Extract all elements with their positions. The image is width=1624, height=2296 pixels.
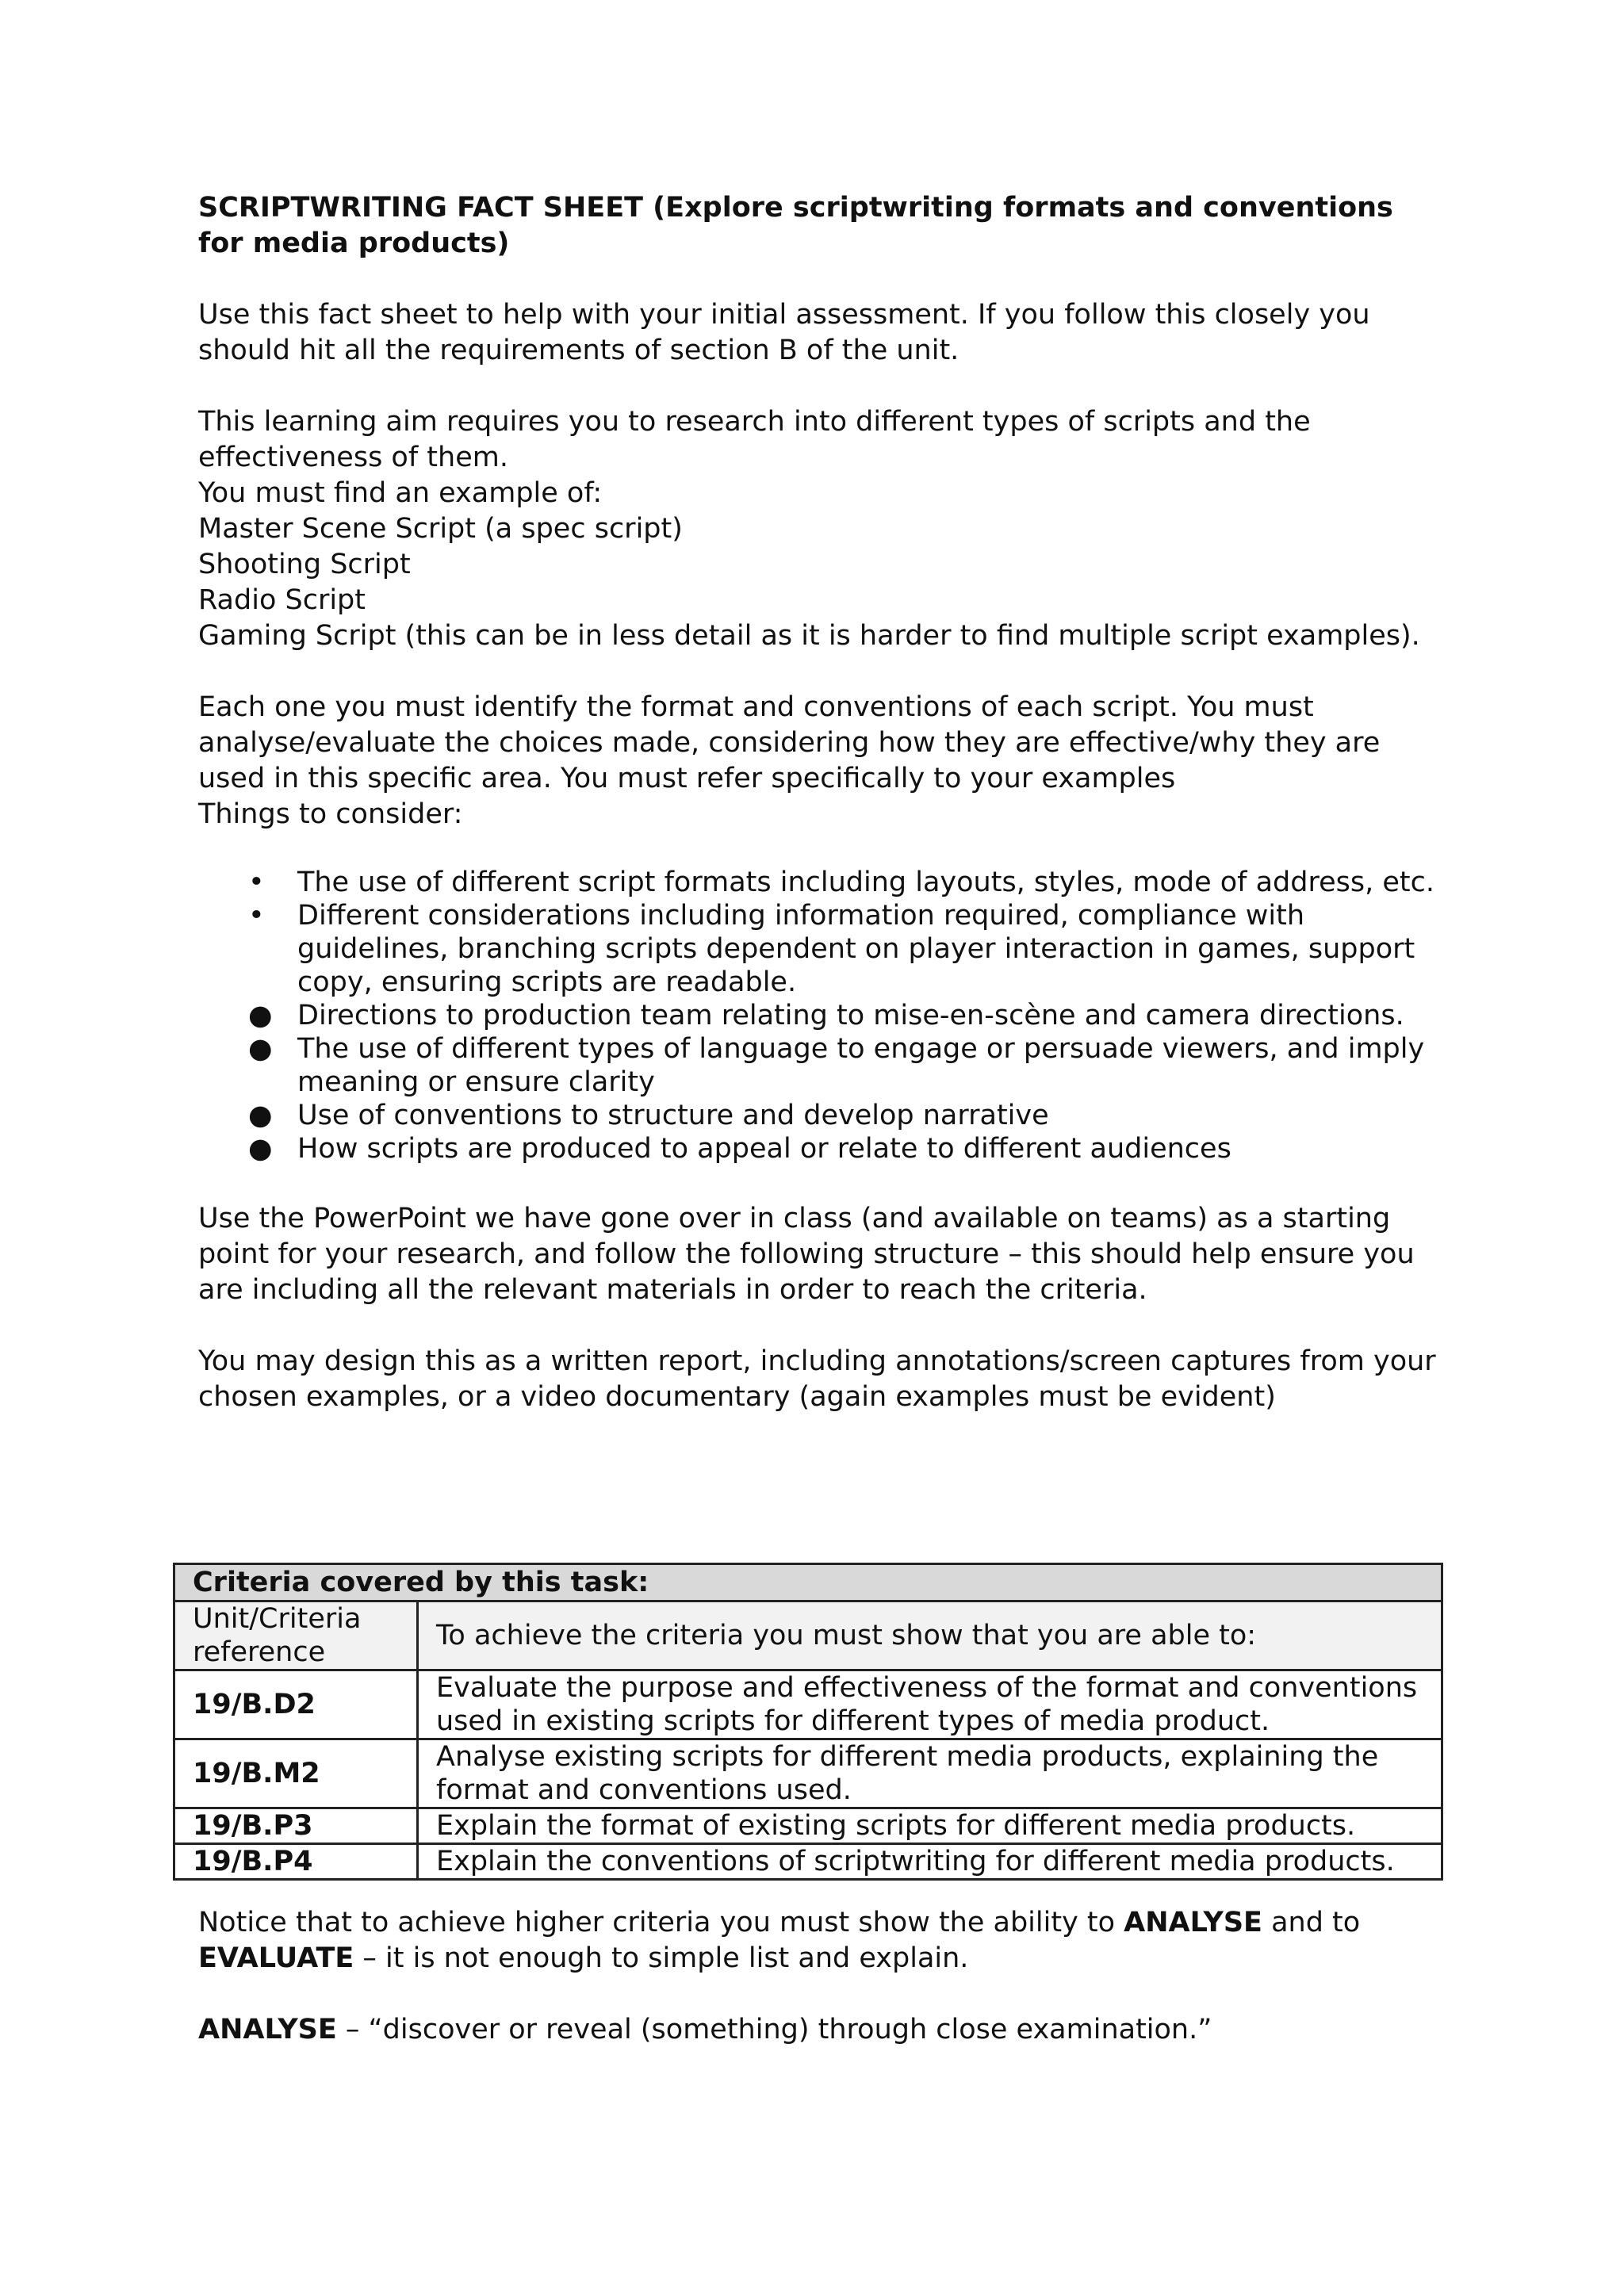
title-line-1: SCRIPTWRITING FACT SHEET (Explore scriptwriting formats and conventions — [198, 192, 1393, 224]
list-item-text: Directions to production team relating to mise-en-scène and camera directions. — [297, 1000, 1404, 1031]
list-item-text: Different considerations including information required, compliance with — [297, 900, 1305, 932]
bullet-icon: ● — [248, 1133, 273, 1165]
list-item-text: How scripts are produced to appeal or relate to different audiences — [297, 1133, 1231, 1165]
intro-line-2: should hit all the requirements of section B of the unit. — [198, 335, 959, 366]
list-item-text: copy, ensuring scripts are readable. — [297, 966, 797, 998]
example-gaming: Gaming Script (this can be in less detail as it is harder to find multiple script examples). — [198, 620, 1420, 652]
criteria-description — [418, 1739, 1442, 1808]
list-item — [248, 1132, 1443, 1165]
bullet-icon: ● — [248, 1000, 273, 1031]
bullet-icon: ● — [248, 1100, 273, 1131]
example-master-scene: Master Scene Script (a spec script) — [198, 513, 683, 545]
list-item-text: The use of different types of language to engage or persuade viewers, and imply — [297, 1033, 1425, 1065]
notice-evaluate: EVALUATE — [198, 1942, 354, 1974]
list-item — [248, 899, 1443, 999]
aim-line-1: This learning aim requires you to research into different types of scripts and the — [198, 406, 1311, 438]
criteria-text: Explain the conventions of scriptwriting for different media products. — [436, 1846, 1395, 1877]
powerpoint-paragraph — [198, 1201, 1443, 1308]
table-column-headers — [174, 1601, 1442, 1670]
design-line-2: chosen examples, or a video documentary (again examples must be evident) — [198, 1381, 1276, 1413]
table-header-row — [174, 1564, 1442, 1601]
criteria-code: 19/B.D2 — [174, 1670, 418, 1739]
criteria-text: Explain the format of existing scripts for different media products. — [436, 1810, 1356, 1842]
powerpoint-line-3: are including all the relevant materials in order to reach the criteria. — [198, 1274, 1147, 1306]
table-row — [174, 1670, 1442, 1739]
list-item-text: The use of different script formats including layouts, styles, mode of address, etc. — [297, 867, 1434, 898]
title-line-2: for media products) — [198, 228, 510, 259]
notice-text: Notice that to achieve higher criteria you must show the ability to — [198, 1907, 1124, 1938]
design-line-1: You may design this as a written report, including annotations/screen captures from your — [198, 1345, 1436, 1377]
list-item-text: meaning or ensure clarity — [297, 1066, 655, 1098]
identify-line-1: Each one you must identify the format and conventions of each script. You must — [198, 691, 1314, 723]
list-item — [248, 1032, 1443, 1099]
design-paragraph — [198, 1344, 1443, 1415]
criteria-text: Evaluate the purpose and effectiveness of the format and conventions — [436, 1672, 1418, 1704]
criteria-text: used in existing scripts for different types of media product. — [436, 1705, 1270, 1737]
definition-text: – “discover or reveal (something) through close examination.” — [336, 2014, 1212, 2045]
list-item-text: guidelines, branching scripts dependent on player interaction in games, support — [297, 933, 1415, 965]
example-radio: Radio Script — [198, 584, 366, 616]
list-item — [248, 1099, 1443, 1132]
criteria-description — [418, 1808, 1442, 1844]
criteria-description — [418, 1670, 1442, 1739]
example-shooting: Shooting Script — [198, 549, 411, 580]
notice-paragraph — [198, 1905, 1443, 1976]
definition-term: ANALYSE — [198, 2014, 337, 2045]
criteria-code: 19/B.M2 — [174, 1739, 418, 1808]
notice-analyse: ANALYSE — [1124, 1907, 1262, 1938]
aim-line-3: You must find an example of: — [198, 477, 603, 509]
column-header-description: To achieve the criteria you must show that you are able to: — [418, 1601, 1442, 1670]
bullet-icon: • — [248, 867, 265, 898]
after-table-section — [198, 1905, 1443, 2084]
document-body — [198, 190, 1443, 1451]
definition-paragraph — [198, 2012, 1443, 2048]
criteria-text: format and conventions used. — [436, 1774, 852, 1806]
identify-line-2: analyse/evaluate the choices made, considering how they are effective/why they are — [198, 727, 1381, 759]
criteria-table — [173, 1563, 1443, 1881]
intro-line-1: Use this fact sheet to help with your initial assessment. If you follow this closely you — [198, 299, 1370, 331]
criteria-text: Analyse existing scripts for different media products, explaining the — [436, 1741, 1379, 1773]
column-header-text: reference — [193, 1636, 326, 1668]
aim-line-2: effectiveness of them. — [198, 442, 508, 473]
document-title — [198, 190, 1443, 262]
criteria-code: 19/B.P4 — [174, 1844, 418, 1880]
things-to-consider: Things to consider: — [198, 798, 463, 830]
notice-text: and to — [1262, 1907, 1361, 1938]
bullet-icon: ● — [248, 1033, 273, 1065]
bullet-icon: • — [248, 900, 265, 932]
column-header-reference — [174, 1601, 418, 1670]
list-item-text: Use of conventions to structure and develop narrative — [297, 1100, 1049, 1131]
notice-text: – it is not enough to simple list and explain. — [354, 1942, 969, 1974]
list-item — [248, 999, 1443, 1032]
table-row — [174, 1808, 1442, 1844]
powerpoint-line-2: point for your research, and follow the following structure – this should help ensure you — [198, 1238, 1415, 1270]
identify-paragraph — [198, 690, 1443, 832]
list-item — [248, 866, 1443, 899]
identify-line-3: used in this specific area. You must refer specifically to your examples — [198, 763, 1176, 794]
table-row — [174, 1739, 1442, 1808]
table-row — [174, 1844, 1442, 1880]
powerpoint-line-1: Use the PowerPoint we have gone over in class (and available on teams) as a starting — [198, 1203, 1391, 1234]
column-header-text: Unit/Criteria — [193, 1603, 362, 1635]
table-title: Criteria covered by this task: — [174, 1564, 1442, 1601]
considerations-list — [198, 847, 1443, 1165]
intro-paragraph — [198, 297, 1443, 369]
criteria-code: 19/B.P3 — [174, 1808, 418, 1844]
criteria-description — [418, 1844, 1442, 1880]
aim-paragraph — [198, 404, 1443, 654]
